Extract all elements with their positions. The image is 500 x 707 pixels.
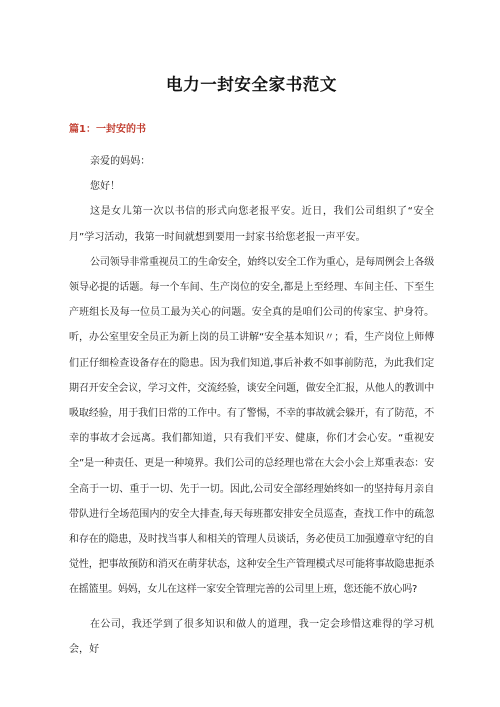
paragraph-company-safety: 公司领导非常重视员工的生命安全，始终以安全工作为重心，是每周例会上各级领导必提的话题。每一个车间、生产岗位的安全,都是上至经理、车间主任、下至生产班组长及每一位员工最为关心的问题。安全真的是咱们公司的传家宝、护身符。听，办公室里安全员正为新上岗的员工讲解“安全基本知识〃；看，生产岗位上师傅们正仔细检查设备存在的隐患。因为我们知道,事后补救不如事前防范，为此我们定期召开安全会议，学习文件，交流经验，谈安全问题，做安全汇报，从他人的教训中吸取经验，用于我们日常的工作中。有了警惕，不幸的事故就会躲开，有了防范，不幸的事故才会远离。我们都知道，只有我们平安、健康，你们才会心安。“重视安全”是一种责任、更是一种境界。我们公司的总经理也常在大会小会上郑重表态：安全高于一切、重于一切、先于一切。因此,公司安全部经理始终如一的坚持每月亲自带队进行全场范围内的安全大排查,每天每班都安排安全员巡查，查找工作中的疏忽和存在的隐患，及时找当事人和相关的管理人员谈话，务必使员工加强遵章守纪的自觉性，把事故预防和消灭在萌芽状态，这种安全生产管理模式尽可能将事故隐患扼杀在摇篮里。妈妈，女儿在这样一家安全管理完善的公司里上班，您还能不放心吗? bbox=[69, 256, 434, 596]
greeting: 您好！ bbox=[90, 181, 121, 193]
paragraph-intro: 这是女儿第一次以书信的形式向您老报平安。近日，我们公司组织了“安全月”学习活动，我第一时间就想到要用一封家书给您老报一声平安。 bbox=[69, 206, 434, 243]
salutation: 亲爱的妈妈： bbox=[90, 156, 151, 167]
paragraph-learning: 在公司，我还学到了很多知识和做人的道理，我一定会珍惜这难得的学习机会，好 bbox=[69, 618, 434, 655]
section-heading: 篇1：一封安的书 bbox=[69, 124, 146, 135]
document-title: 电力一封安全家书范文 bbox=[166, 75, 337, 94]
